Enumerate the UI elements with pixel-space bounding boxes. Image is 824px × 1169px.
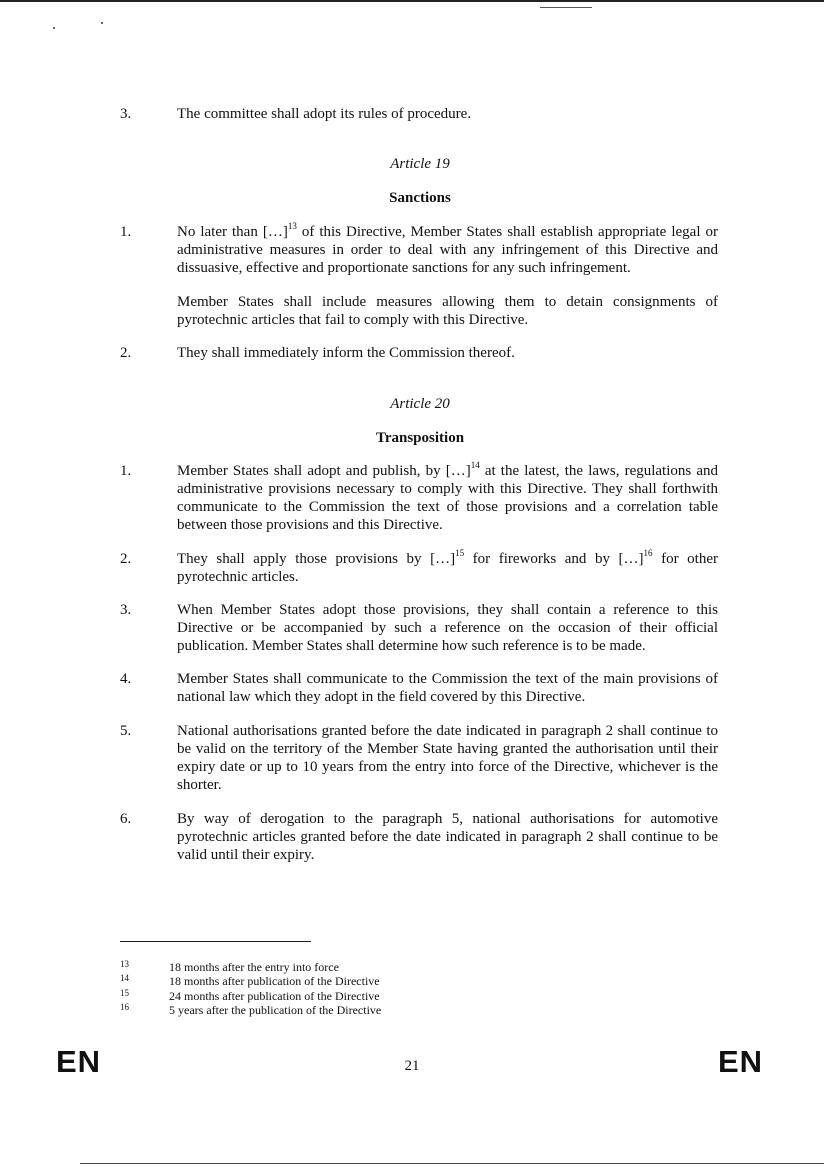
paragraph-number: 1. <box>120 224 132 240</box>
footnote-number: 16 <box>120 1002 129 1012</box>
paragraph-text: Member States shall communicate to the Commission the text of the main provisions of national law which they adopt in the field covered by this Directive. <box>177 671 718 705</box>
footer-language-right: EN <box>718 1044 764 1079</box>
paragraph-text: Member States shall include measures allowing them to detain consignments of pyrotechnic articles that fail to comply with this Directive. <box>177 294 718 328</box>
footnote-ref: 16 <box>643 548 653 558</box>
paragraph-text: When Member States adopt those provisions, they shall contain a reference to this Directive or be accompanied by such a reference on the occasion of their official publication. Member States shall determine how such reference is to be made. <box>177 602 718 654</box>
paragraph-number: 2. <box>120 345 132 361</box>
paragraph-number: 1. <box>120 463 132 479</box>
footnote-number: 13 <box>120 959 129 969</box>
paragraph-text: The committee shall adopt its rules of procedure. <box>177 106 472 122</box>
footnote-number: 15 <box>120 988 129 998</box>
top-border-mark <box>540 7 592 8</box>
paragraph-text: No later than […]$^{13}$ of this Directive, Member States shall establish appropriate legal or administrative measures in order to deal with any infringement of this Directive and dissuasive, effective and proportionate sanctions for any such infringement. <box>177 221 718 276</box>
paragraph-text: They shall apply those provisions by […]$^{15}$ for fireworks and by […]$^{16}$ for other pyrotechnic articles. <box>177 548 718 585</box>
article-title: Transposition <box>375 430 465 446</box>
footnote-text: 18 months after publication of the Directive <box>169 974 380 988</box>
paragraph-text: Member States shall adopt and publish, by […]$^{14}$ at the latest, the laws, regulations and administrative provisions necessary to comply with this Directive. They shall forthwith communicate to the Commission the text of those provisions and a correlation table between those provisions and this Directive. <box>177 460 718 533</box>
article-label: Article 19 <box>390 156 450 172</box>
paragraph-text: They shall immediately inform the Commission thereof. <box>177 345 515 361</box>
footnote-ref: 13 <box>287 221 297 231</box>
paragraph-number: 4. <box>120 671 132 687</box>
footnote-text: 18 months after the entry into force <box>169 960 339 974</box>
paragraph-text: By way of derogation to the paragraph 5, national authorisations for automotive pyrotechnic articles granted before the date indicated in paragraph 2 shall continue to be valid until their expiry. <box>177 811 718 863</box>
footnote-text: 24 months after publication of the Directive <box>169 989 380 1003</box>
paragraph-number: 3. <box>120 106 132 122</box>
bottom-border-line <box>80 1163 824 1164</box>
paragraph-number: 2. <box>120 551 132 567</box>
scan-speck <box>101 22 103 24</box>
footer-language-left: EN <box>56 1044 102 1079</box>
footnote-ref: 15 <box>455 548 465 558</box>
footnote-text: 5 years after the publication of the Directive <box>169 1003 382 1017</box>
article-title: Sanctions <box>389 190 451 206</box>
footnote-number: 14 <box>120 973 129 983</box>
article-label: Article 20 <box>390 396 450 412</box>
page-number: 21 <box>404 1058 420 1074</box>
footnote-separator <box>120 941 311 942</box>
paragraph-number: 3. <box>120 602 132 618</box>
paragraph-text: National authorisations granted before the date indicated in paragraph 2 shall continue to be valid on the territory of the Member State having granted the authorisation until their expiry date or up to 10 years from the entry into force of the Directive, whichever is the shorter. <box>177 723 718 793</box>
paragraph-number: 6. <box>120 811 132 827</box>
top-border-line <box>0 0 824 2</box>
scan-speck <box>53 27 55 29</box>
paragraph-number: 5. <box>120 723 132 739</box>
footnote-ref: 14 <box>470 460 480 470</box>
